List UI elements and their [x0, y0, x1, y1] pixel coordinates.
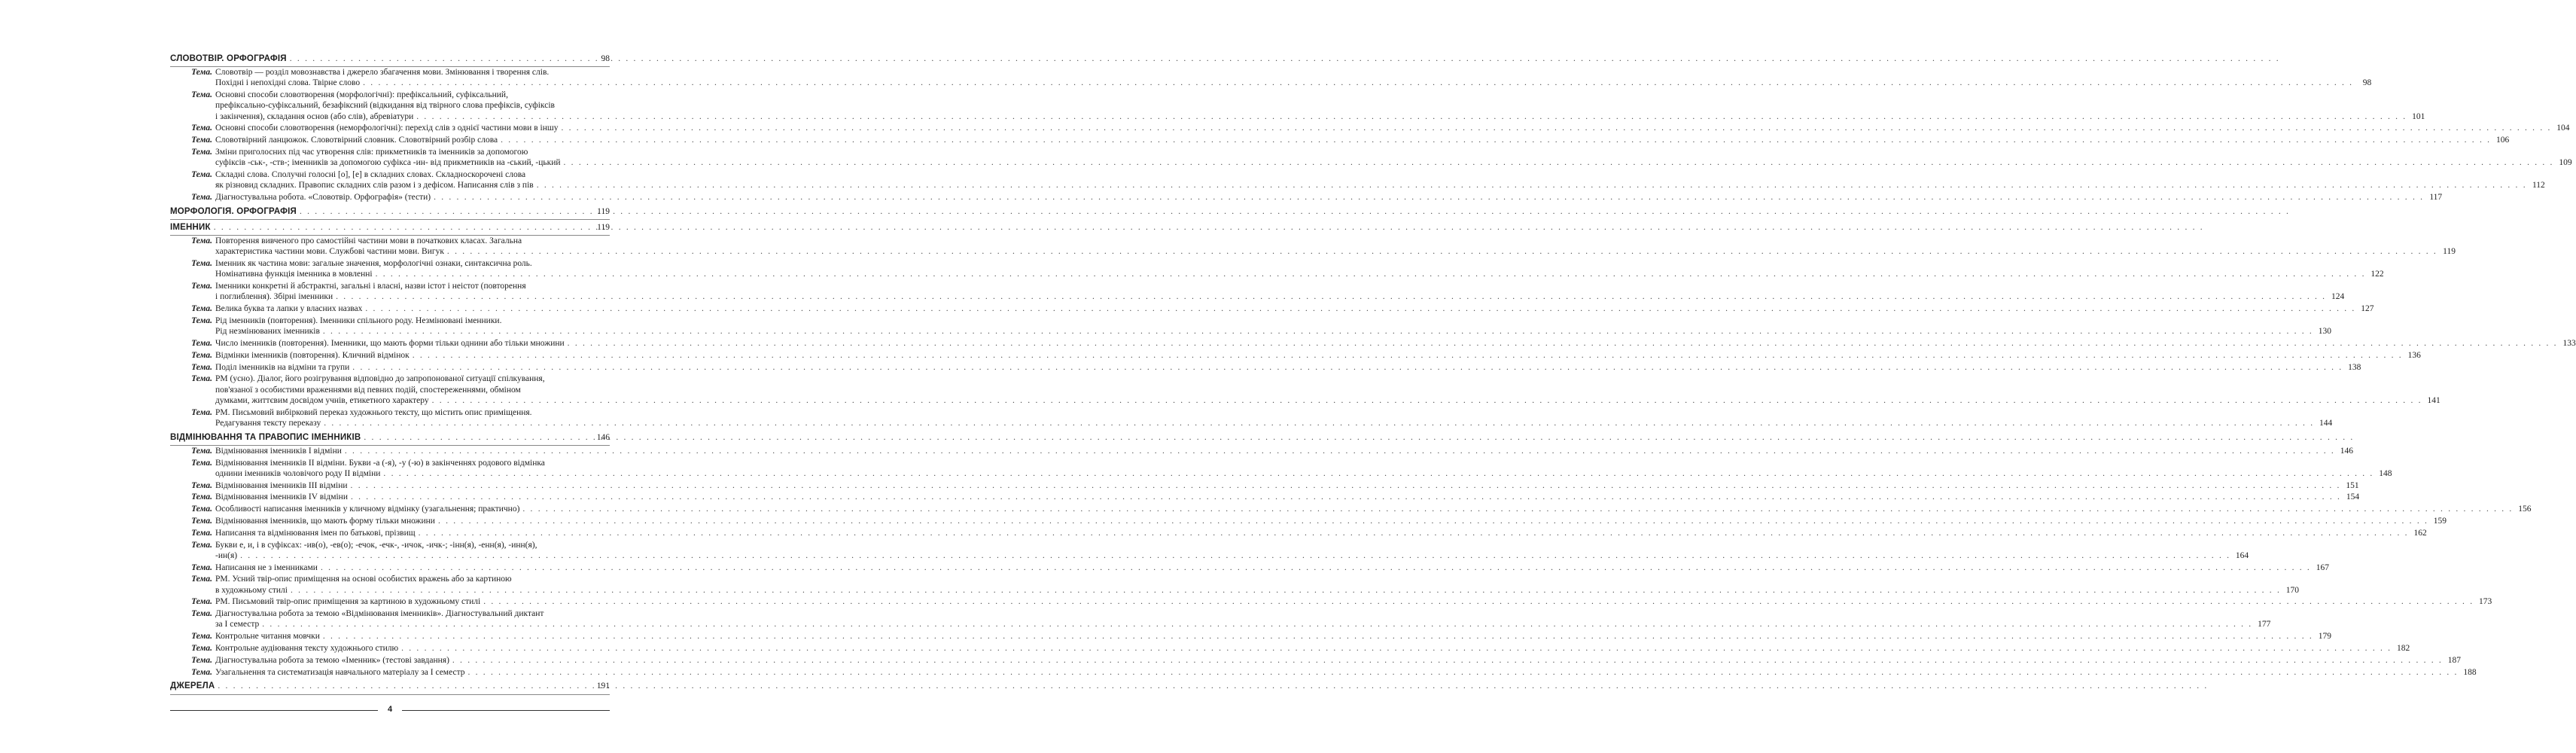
entry-line-text: однини іменників чоловічого роду ІІ відміни — [215, 468, 381, 478]
dot-leader — [432, 395, 2422, 406]
entry-line — [215, 147, 2572, 157]
entry-line-text: за І семестр — [215, 620, 260, 630]
entry-text — [215, 373, 2441, 406]
entry-line-text: Відмінювання іменників, що мають форму тільки множини — [215, 516, 435, 526]
entry-page-number: 104 — [2556, 123, 2570, 133]
toc-entry — [170, 192, 2443, 204]
entry-label: Тема. — [191, 339, 212, 348]
entry-line-text: РМ. Усний твір-опис приміщення на основі особистих вражень або за картиною — [215, 575, 512, 584]
entry-page-number: 179 — [2318, 632, 2331, 642]
entry-label: Тема. — [191, 667, 212, 677]
entry-label: Тема. — [191, 362, 212, 372]
dot-leader — [468, 667, 2459, 678]
entry-line — [215, 619, 2270, 630]
entry-line — [215, 78, 2371, 88]
entry-label: Тема. — [191, 90, 212, 100]
entry-line — [215, 246, 2456, 257]
entry-line-text: Число іменників (повторення). Іменники, що мають форми тільки однини або тільки множини — [215, 339, 565, 348]
entry-line-text: Іменники конкретні й абстрактні, загальні і власні, назви істот і неістот (повторення — [215, 282, 526, 291]
section-page-number: 119 — [597, 206, 610, 216]
entry-page-number: 101 — [2412, 111, 2425, 121]
entry-line-text: Відмінювання іменників IV відміни — [215, 492, 348, 502]
entry-line-text: Відмінювання іменників І відміни — [215, 446, 342, 456]
toc-entry — [170, 407, 2333, 430]
dot-leader — [561, 123, 2551, 133]
dot-leader — [262, 619, 2252, 630]
entry-label: Тема. — [191, 68, 212, 78]
entry-line — [215, 157, 2572, 168]
toc-section-heading — [170, 204, 610, 220]
entry-line — [215, 316, 2331, 326]
entry-line — [215, 291, 2344, 302]
toc-entry — [170, 516, 2447, 528]
dot-leader — [290, 53, 592, 64]
entry-page-number: 170 — [2285, 585, 2300, 595]
entry-label: Тема. — [191, 136, 212, 145]
entry-text — [215, 135, 2509, 145]
entry-line — [215, 540, 2249, 550]
toc-entry — [170, 562, 2330, 575]
entry-label: Тема. — [191, 193, 212, 202]
entry-line-text: Основні способи словотворення (морфологічні): префіксальний, суфіксальний, — [215, 90, 508, 100]
dot-leader — [351, 492, 2341, 502]
toc-section-heading — [170, 678, 610, 694]
entry-line-text: Написання не з іменниками — [215, 562, 318, 572]
entry-line — [215, 446, 2353, 456]
entry-page-number: 173 — [2479, 597, 2492, 607]
toc-entry — [170, 631, 2331, 643]
entry-line-text: Діагностувальна робота за темою «Відмінювання іменників». Діагностувальний диктант — [215, 609, 544, 619]
entry-label: Тема. — [191, 350, 212, 360]
entry-line-text: Рід іменників (повторення). Іменники спільного роду. Незмінювані іменники. — [215, 316, 502, 325]
entry-page-number: 159 — [2433, 516, 2447, 526]
entry-line-text: Іменник як частина мови: загальне значення, морфологічні ознаки, синтаксична роль. — [215, 259, 532, 269]
entry-page-number: 136 — [2407, 350, 2421, 360]
entry-page-number: 167 — [2316, 562, 2330, 572]
entry-line — [215, 338, 2576, 349]
entry-label: Тема. — [191, 282, 212, 291]
entry-line — [215, 608, 2270, 619]
dot-leader — [447, 246, 2437, 257]
toc-entry — [170, 67, 2372, 90]
entry-label: Тема. — [191, 316, 212, 325]
entry-page-number: 124 — [2331, 292, 2345, 302]
dot-leader — [483, 596, 2474, 607]
section-page-number: 98 — [601, 54, 610, 63]
dot-leader — [218, 681, 592, 691]
entry-page-number: 109 — [2559, 158, 2572, 168]
entry-line-text: Узагальнення та систематизація навчального матеріалу за І семестр — [215, 667, 465, 677]
entry-line-text: Відмінювання іменників ІІ відміни. Букви -а (-я), -у (-ю) в закінченнях родового відмінка — [215, 458, 545, 468]
entry-line-text: Словотвір — розділ мовознавства і джерело збагачення мови. Змінювання і творення слів. — [215, 68, 550, 78]
entry-text — [215, 608, 2270, 630]
entry-line-text: пов'язаної з особистими враженнями від певних подій, спостереженнями, обміном — [215, 385, 521, 395]
entry-text — [215, 492, 2359, 502]
entry-text — [215, 67, 2371, 88]
entry-label: Тема. — [191, 304, 212, 314]
entry-label: Тема. — [191, 562, 212, 572]
entry-page-number: 122 — [2370, 270, 2384, 279]
entry-line — [215, 269, 2384, 279]
dot-leader — [351, 480, 2341, 491]
entry-label: Тема. — [191, 236, 212, 246]
entry-line — [215, 516, 2447, 526]
toc-entry — [170, 135, 2510, 147]
entry-line — [215, 373, 2441, 384]
entry-label: Тема. — [191, 170, 212, 179]
dot-leader — [452, 655, 2443, 666]
entry-line-text: Діагностувальна робота. «Словотвір. Орфографія» (тести) — [215, 193, 431, 202]
entry-text — [215, 407, 2332, 428]
entry-text — [215, 655, 2461, 666]
entry-page-number: 162 — [2413, 528, 2427, 538]
page-number: 4 — [387, 705, 393, 714]
section-page-number: 191 — [596, 681, 610, 691]
dot-leader — [291, 585, 2281, 596]
entry-line — [215, 596, 2492, 607]
entry-line — [215, 180, 2545, 191]
entry-text — [215, 169, 2545, 191]
entry-line-text: Відмінки іменників (повторення). Кличний відмінок — [215, 350, 410, 360]
entry-line — [215, 504, 2531, 514]
section-divider — [170, 235, 610, 236]
entry-label: Тема. — [191, 148, 212, 157]
toc-entry — [170, 362, 2361, 374]
toc-entry — [170, 574, 2300, 596]
section-title: МОРФОЛОГІЯ. ОРФОГРАФІЯ — [170, 206, 297, 216]
entry-line-text: РМ. Письмовий вибірковий переказ художнього тексту, що містить опис приміщення. — [215, 407, 532, 417]
entry-line-text: Букви е, и, і в суфіксах: -ив(о), -ев(о); -ечок, -ечк-, -ичок, -ичк-; -інн(я), -енн(я), -инн(я), — [215, 540, 537, 550]
entry-label: Тема. — [191, 374, 212, 384]
toc-section-heading — [170, 51, 610, 67]
entry-line-text: Словотвірний ланцюжок. Словотвірний словник. Словотвірний розбір слова — [215, 136, 498, 145]
entry-text — [215, 504, 2531, 514]
entry-line — [215, 385, 2441, 395]
entry-line-text: характеристика частини мови. Службові частини мови. Вигук — [215, 247, 444, 257]
entry-page-number: 117 — [2429, 193, 2443, 202]
dot-leader — [501, 135, 2491, 145]
entry-line-text: Поділ іменників на відміни та групи — [215, 362, 350, 372]
entry-line — [215, 169, 2545, 180]
entry-label: Тема. — [191, 632, 212, 642]
toc-entry — [170, 90, 2425, 123]
toc-entry — [170, 281, 2345, 303]
entry-line — [215, 458, 2392, 468]
entry-page-number: 187 — [2447, 655, 2461, 665]
toc-entry — [170, 169, 2545, 192]
entry-text — [215, 631, 2331, 642]
entry-line-text: Особливості написання іменників у кличному відмінку (узагальнення; практично) — [215, 505, 520, 514]
entry-page-number: 138 — [2348, 362, 2361, 372]
toc-entry — [170, 446, 2353, 458]
dot-leader — [345, 446, 2335, 456]
footer-rule-right — [402, 710, 610, 711]
entry-label: Тема. — [191, 575, 212, 584]
entry-text — [215, 123, 2570, 133]
dot-leader — [323, 631, 2313, 642]
toc-entry — [170, 492, 2360, 504]
entry-line — [215, 236, 2456, 246]
entry-page-number: 141 — [2427, 395, 2441, 405]
entry-label: Тема. — [191, 643, 212, 653]
entry-line-text: Номінативна функція іменника в мовленні — [215, 270, 373, 279]
entry-line — [215, 362, 2361, 373]
entry-page-number: 133 — [2562, 339, 2576, 348]
dot-leader — [419, 528, 2409, 538]
entry-line — [215, 585, 2299, 596]
toc-section-heading — [170, 220, 610, 236]
entry-line — [215, 192, 2442, 203]
entry-line — [215, 492, 2359, 502]
entry-line — [215, 395, 2441, 406]
entry-line — [215, 655, 2461, 666]
section-title: СЛОВОТВІР. ОРФОГРАФІЯ — [170, 54, 287, 63]
toc-entry — [170, 350, 2421, 362]
entry-line-text: Велика буква та лапки у власних назвах — [215, 304, 363, 314]
entry-line-text: Діагностувальна робота за темою «Іменник» (тестові завдання) — [215, 655, 449, 665]
entry-line-text: Повторення вивченого про самостійні частини мови в початкових класах. Загальна — [215, 236, 522, 246]
entry-text — [215, 236, 2456, 257]
section-title: ВІДМІНЮВАННЯ ТА ПРАВОПИС ІМЕННИКІВ — [170, 432, 361, 442]
entry-page-number: 98 — [2362, 78, 2372, 88]
section-divider — [170, 66, 610, 67]
entry-label: Тема. — [191, 540, 212, 550]
dot-leader — [434, 192, 2424, 203]
entry-text — [215, 147, 2572, 168]
dot-leader — [364, 432, 592, 443]
section-title: ІМЕННИК — [170, 223, 211, 232]
entry-label: Тема. — [191, 655, 212, 665]
entry-line — [215, 123, 2570, 133]
toc-entry — [170, 528, 2427, 540]
entry-page-number: 144 — [2319, 418, 2333, 428]
toc-entry — [170, 643, 2410, 655]
entry-line — [215, 562, 2329, 573]
entry-text — [215, 192, 2442, 203]
entry-line-text: Написання та відмінювання імен по батькові, прізвищ — [215, 528, 416, 538]
entry-line — [215, 407, 2332, 418]
entry-line — [215, 480, 2359, 491]
entry-line — [215, 550, 2249, 561]
dot-leader — [416, 111, 2407, 122]
toc-entry — [170, 236, 2456, 258]
entry-page-number: 119 — [2443, 247, 2456, 257]
entry-text — [215, 516, 2447, 526]
entry-line-text: префіксально-суфіксальний, безафіксний (відкидання від твірного слова префіксів, суфіксів — [215, 101, 555, 111]
entry-page-number: 164 — [2235, 550, 2249, 560]
dot-leader — [376, 269, 2366, 279]
entry-line-text: Основні способи словотворення (неморфологічні): перехід слів з однієї частини мови в іншу — [215, 123, 559, 133]
dot-leader — [240, 550, 2230, 561]
entry-label: Тема. — [191, 597, 212, 607]
entry-label: Тема. — [191, 480, 212, 490]
dot-leader — [324, 418, 2314, 428]
dot-leader — [363, 78, 2353, 88]
dot-leader — [413, 350, 2403, 361]
section-divider — [170, 445, 610, 446]
dot-leader — [537, 180, 2527, 191]
entry-label: Тема. — [191, 528, 212, 538]
entry-line-text: думками, життєвим досвідом учнів, етикетного характеру — [215, 395, 429, 405]
entry-page-number: 106 — [2495, 136, 2510, 145]
dot-leader — [336, 291, 2326, 302]
toc-entry — [170, 608, 2271, 631]
toc-entry — [170, 596, 2492, 608]
dot-leader — [401, 643, 2392, 654]
entry-line-text: -ин(я) — [215, 550, 238, 560]
entry-text — [215, 258, 2384, 279]
entry-line — [215, 643, 2410, 654]
entry-text — [215, 596, 2492, 607]
entry-text — [215, 338, 2576, 349]
section-page-number: 146 — [596, 432, 610, 442]
entry-text — [215, 643, 2410, 654]
section-divider — [170, 694, 610, 695]
entry-label: Тема. — [191, 123, 212, 133]
toc-entry — [170, 316, 2331, 338]
entry-line — [215, 303, 2374, 314]
table-of-contents — [170, 51, 2576, 695]
entry-line — [215, 468, 2392, 479]
entry-line — [215, 111, 2425, 122]
entry-page-number: 154 — [2346, 492, 2360, 502]
entry-line — [215, 350, 2421, 361]
entry-label: Тема. — [191, 609, 212, 619]
entry-line — [215, 326, 2331, 337]
toc-entry — [170, 667, 2477, 679]
entry-label: Тема. — [191, 458, 212, 468]
entry-line-text: РМ (усно). Діалог, його розігрування відповідно до запропонованої ситуації спілкування, — [215, 374, 545, 384]
entry-line — [215, 100, 2425, 111]
entry-line — [215, 90, 2425, 100]
dot-leader — [568, 338, 2558, 349]
entry-line-text: і поглиблення). Збірні іменники — [215, 292, 333, 302]
entry-label: Тема. — [191, 516, 212, 526]
dot-leader — [214, 222, 592, 233]
entry-text — [215, 480, 2359, 491]
dot-leader — [438, 516, 2428, 526]
entry-page-number: 148 — [2379, 468, 2392, 478]
entry-label: Тема. — [191, 505, 212, 514]
entry-label: Тема. — [191, 492, 212, 502]
entry-line-text: Редагування тексту переказу — [215, 418, 321, 428]
page-footer — [170, 705, 610, 715]
entry-label: Тема. — [191, 259, 212, 269]
entry-page-number: 146 — [2340, 446, 2353, 456]
entry-page-number: 188 — [2463, 667, 2477, 677]
dot-leader — [300, 206, 592, 217]
entry-line-text: Контрольне аудіювання тексту художнього стилю — [215, 643, 399, 653]
entry-text — [215, 281, 2344, 302]
entry-text — [215, 350, 2421, 361]
entry-line-text: Похідні і непохідні слова. Твірне слово — [215, 78, 361, 88]
entry-line — [215, 135, 2509, 145]
entry-line-text: Складні слова. Сполучні голосні [о], [е] в складних словах. Складноскорочені слова — [215, 170, 526, 179]
toc-entry — [170, 338, 2576, 350]
toc-section-heading — [170, 430, 610, 446]
entry-line-text: Рід незмінюваних іменників — [215, 327, 320, 337]
dot-leader — [323, 326, 2313, 337]
entry-text — [215, 303, 2374, 314]
entry-line-text: Відмінювання іменників ІІІ відміни — [215, 480, 348, 490]
entry-page-number: 177 — [2258, 620, 2271, 630]
entry-page-number: 130 — [2318, 327, 2331, 337]
toc-entry — [170, 147, 2572, 169]
entry-line-text: як різновид складних. Правопис складних слів разом і з дефісом. Написання слів з пів — [215, 181, 534, 191]
entry-text — [215, 362, 2361, 373]
toc-entry — [170, 480, 2359, 492]
dot-leader — [383, 468, 2374, 479]
entry-page-number: 112 — [2532, 181, 2545, 191]
entry-label: Тема. — [191, 446, 212, 456]
toc-entry — [170, 123, 2570, 135]
entry-label: Тема. — [191, 407, 212, 417]
entry-line-text: Зміни приголосних під час утворення слів: прикметників та іменників за допомогою — [215, 148, 528, 157]
entry-line-text: в художньому стилі — [215, 585, 288, 595]
entry-line — [215, 258, 2384, 269]
section-title: ДЖЕРЕЛА — [170, 681, 215, 691]
entry-text — [215, 574, 2299, 595]
entry-line — [215, 667, 2477, 678]
entry-page-number: 127 — [2361, 304, 2374, 314]
entry-line — [215, 418, 2332, 428]
entry-line-text: і закінчення), складання основ (або слів), абревіатури — [215, 111, 414, 121]
entry-text — [215, 540, 2249, 561]
entry-text — [215, 446, 2353, 456]
dot-leader — [564, 157, 2554, 168]
entry-page-number: 151 — [2346, 480, 2359, 490]
section-page-number: 119 — [597, 223, 610, 232]
entry-text — [215, 562, 2329, 573]
toc-entry — [170, 458, 2392, 480]
entry-line — [215, 528, 2427, 538]
entry-line — [215, 67, 2371, 78]
entry-page-number: 182 — [2396, 643, 2410, 653]
toc-entry — [170, 373, 2441, 407]
entry-text — [215, 316, 2331, 337]
dot-leader — [365, 303, 2355, 314]
toc-entry — [170, 655, 2461, 667]
dot-leader — [352, 362, 2343, 373]
entry-line — [215, 281, 2344, 291]
toc-entry — [170, 540, 2249, 562]
dot-leader — [321, 562, 2311, 573]
entry-text — [215, 528, 2427, 538]
entry-line-text: Контрольне читання мовчки — [215, 632, 320, 642]
toc-entry — [170, 504, 2532, 516]
toc-entry — [170, 258, 2384, 281]
entry-line — [215, 631, 2331, 642]
entry-text — [215, 90, 2425, 122]
entry-line — [215, 574, 2299, 584]
entry-page-number: 156 — [2518, 505, 2532, 514]
entry-text — [215, 667, 2477, 678]
dot-leader — [522, 504, 2513, 514]
entry-text — [215, 458, 2392, 479]
entry-line-text: суфіксів -ськ-, -ств-; іменників за допомогою суфікса -ин- від прикметників на -ський, -цький — [215, 158, 561, 168]
entry-line-text: РМ. Письмовий твір-опис приміщення за картиною в художньому стилі — [215, 597, 481, 607]
toc-entry — [170, 303, 2374, 316]
